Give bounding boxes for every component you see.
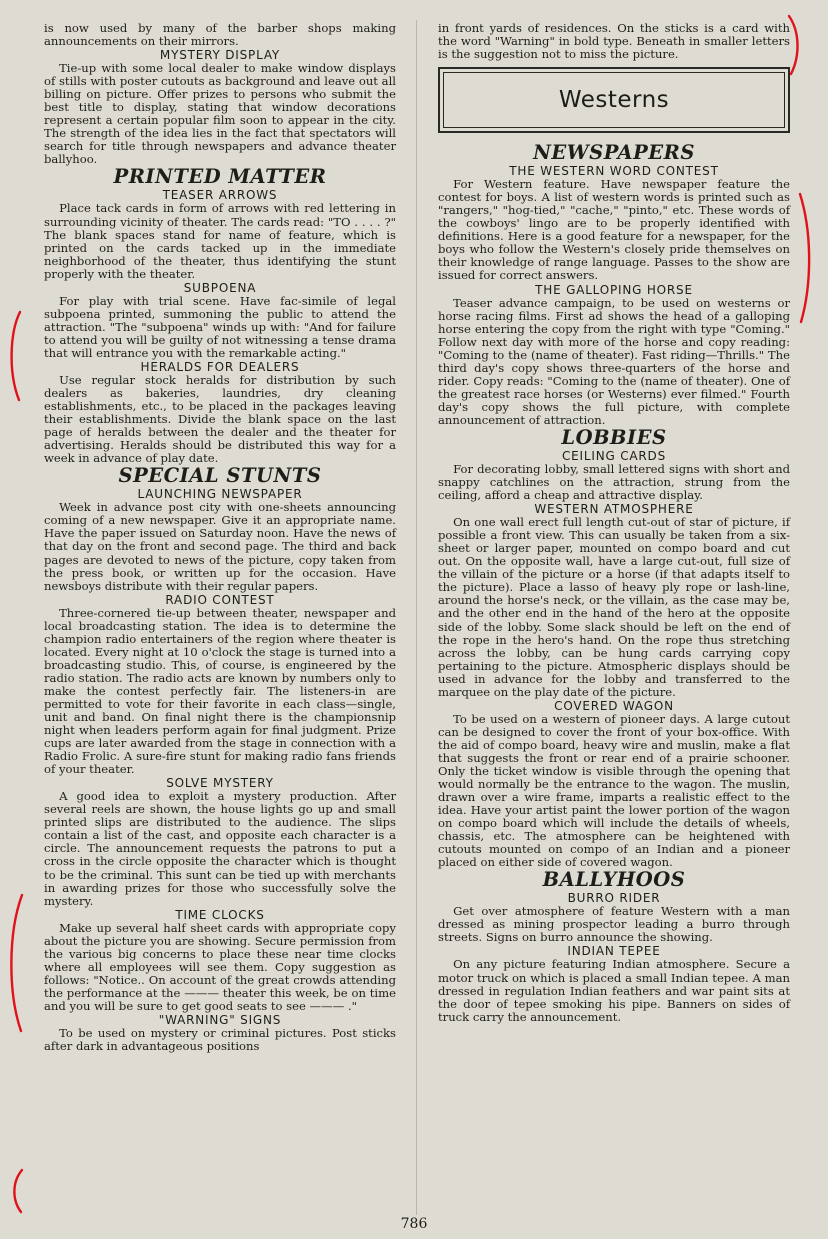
left-column: [44, 22, 396, 1053]
paragraph-subpoena: For play with trial scene. Have fac-simile of legal subpoena printed, summoning the public to attend the attraction. "The "subpoena" winds up with: "And for failure to attend you will be guilty of not witnessing a tense drama that will entrance you with the remarkable acting.": [44, 293, 396, 360]
heading-teaser-arrows: TEASER ARROWS: [162, 188, 278, 203]
heading-covered-wagon: COVERED WAGON: [554, 698, 674, 713]
paragraph-teaser-arrows: Place tack cards in form of arrows with red lettering in surrounding vicinity of theater. The cards read: "TO . . . . ?" The blank spaces stand for name of feature, which is printed on the cards tacked up in the immediate neighborhood of the theater, thus identifying the stunt properly with the theater.: [44, 201, 396, 281]
paragraph-time-clocks: Make up several half sheet cards with appropriate copy about the picture you are showing. Secure permission from the various big concerns to place these near time clocks where all employees will see them. Copy suggestion as follows: "Notice.. On account of the great crowds attending the performance at the ——— theater this week, be on time and you will be sure to get good seats to see ——— .": [44, 920, 396, 1013]
annotation-bracket-solve-mystery: [4, 893, 26, 1033]
annotation-bracket-warning-continued: [784, 14, 804, 76]
column-divider: [416, 20, 417, 1215]
heading-launching-newspaper: LAUNCHING NEWSPAPER: [137, 487, 303, 502]
heading-radio-contest: RADIO CONTEST: [165, 592, 275, 607]
annotation-bracket-warning-signs: [8, 1168, 26, 1214]
heading-western-word-contest: THE WESTERN WORD CONTEST: [509, 164, 719, 179]
page-number: 786: [400, 1216, 428, 1232]
annotation-bracket-western-word-contest: [796, 192, 816, 324]
heading-mystery-display: MYSTERY DISPLAY: [159, 48, 281, 63]
section-special-stunts: SPECIAL STUNTS: [118, 464, 322, 488]
paragraph-launching-newspaper: Week in advance post city with one-sheets announcing coming of a new newspaper. Give it an appropriate name. Have the paper issued on Saturday noon. Have the news of that day on the front and second page. The third and back pages are devoted to news of the picture, copy taken from the press book, or written up for the occasion. Have newsboys distribute with their regular papers.: [44, 500, 396, 593]
heading-ceiling-cards: CEILING CARDS: [562, 448, 666, 463]
heading-galloping-horse: THE GALLOPING HORSE: [535, 282, 693, 297]
heading-subpoena: SUBPOENA: [183, 280, 257, 295]
heading-burro-rider: BURRO RIDER: [567, 891, 661, 906]
westerns-title-box: [438, 67, 790, 133]
annotation-bracket-subpoena: [4, 310, 24, 402]
heading-indian-tepee: INDIAN TEPEE: [567, 944, 661, 959]
paragraph-western-atmosphere: On one wall erect full length cut-out of star of picture, if possible a front view. This can usually be taken from a six-sheet or larger paper, mounted on compo board and cut out. On the opposite wall, have a large cut-out, full size of the villain of the picture or a horse (if that adapts itself to the picture). Place a lasso of heavy ply rope or lash-line, around the horse's neck, or the villain, as the case may be, and the other end in the hand of the hero at the opposite side of the lobby. Some slack should be left on the end of the rope in the hero's hand. On the rope thus stretching across the lobby, can be hung cards carrying copy pertaining to the picture. Atmospheric displays should be used in advance for the lobby and transferred to the marquee on the play date of the picture.: [438, 515, 790, 699]
paragraph-burro-rider: Get over atmosphere of feature Western with a man dressed as mining prospector leading a burro through streets. Signs on burro announce the showing.: [438, 904, 790, 945]
section-printed-matter: PRINTED MATTER: [113, 165, 327, 189]
paragraph-radio-contest: Three-cornered tie-up between theater, newspaper and local broadcasting station. The idea is to determine the champion radio entertainers of the region where theater is located. Every night at 10 o'clock the stage is turned into a broadcasting studio. This, of course, is engineered by the radio station. The radio acts are known by numbers only to make the contest perfectly fair. The listeners-in are permitted to vote for their favorite in each class—single, unit and band. On final night there is the championsnip night when leaders perform again for final judgment. Prize cups are later awarded from the stage in connection with a Radio Frolic. A sure-fire stunt for making radio fans friends of your theater.: [44, 605, 396, 777]
intro-paragraph: is now used by many of the barber shops making announcements on their mirrors.: [44, 21, 396, 49]
section-ballyhoos: BALLYHOOS: [542, 868, 686, 892]
paragraph-ceiling-cards: For decorating lobby, small lettered signs with short and snappy catchlines on the attraction, strung from the ceiling, afford a cheap and attractive display.: [438, 461, 790, 503]
heading-western-atmosphere: WESTERN ATMOSPHERE: [534, 502, 694, 517]
paragraph-mystery-display: Tie-up with some local dealer to make window displays of stills with poster cutouts as background and leave out all billing on picture. Offer prizes to persons who submit the best title to display, stating that window decorations represent a certain popular film soon to appear in the city. The strength of the idea lies in the fact that spectators will search for title through newspapers and advance theater ballyhoo.: [44, 61, 396, 167]
heading-heralds: HERALDS FOR DEALERS: [140, 359, 300, 374]
paragraph-western-word-contest: For Western feature. Have newspaper feature the contest for boys. A list of western words is printed such as "rangers," "hog-tied," "cache," "pinto," etc. These words of the cowboys' lingo are to be properly identified with definitions. Here is a good feature for a newspaper, for the boys who follow the Western's closely pride themselves on their knowledge of range language. Passes to the show are issued for correct answers.: [438, 177, 790, 283]
paragraph-warning-continued: in front yards of residences. On the sticks is a card with the word "Warning" in bold type. Beneath in smaller letters is the suggestion not to miss the picture.: [438, 21, 790, 62]
paragraph-covered-wagon: To be used on a western of pioneer days. A large cutout can be designed to cover the front of your box-office. With the aid of compo board, heavy wire and muslin, make a flat that suggests the front or rear end of a prairie schooner. Only the ticket window is visible through the opening that would normally be the entrance to the wagon. The muslin, drawn over a wire frame, imparts a realistic effect to the idea. Have your artist paint the lower portion of the wagon on compo board which will include the details of wheels, chassis, etc. The atmosphere can be heightened with cutouts mounted on compo of an Indian and a pioneer placed on either side of covered wagon.: [438, 711, 790, 870]
heading-warning-signs: "WARNING" SIGNS: [158, 1013, 282, 1027]
paragraph-heralds: Use regular stock heralds for distribution by such dealers as bakeries, laundries, dry cleaning establishments, etc., to be placed in the packages leaving their establishments. Divide the blank space on the last page of heralds between the dealer and the theater for advertising. Heralds should be distributed this way for a week in advance of play date.: [44, 372, 396, 466]
paragraph-solve-mystery: A good idea to exploit a mystery production. After several reels are shown, the house lights go up and small printed slips are distributed to the audience. The slips contain a list of the cast, and opposite each character is a circle. The announcement requests the patrons to put a cross in the circle opposite the character which is thought to be the criminal. This sunt can be tied up with merchants in awarding prizes for those who successfully solve the mystery.: [44, 789, 396, 908]
section-newspapers: NEWSPAPERS: [533, 141, 695, 165]
paragraph-galloping-horse: Teaser advance campaign, to be used on westerns or horse racing films. First ad shows the head of a galloping horse entering the copy from the right with type "Coming." Follow next day with more of the horse and copy reading: "Coming to the (name of theater). Fast riding—Thrills." The third day's copy shows three-quarters of the horse and rider. Copy reads: "Coming to the (name of theater). One of the greatest race horses (or Westerns) ever filmed." Fourth day's copy shows the full picture, with complete announcement of attraction.: [438, 295, 790, 427]
right-column: [438, 22, 790, 1024]
westerns-title: Westerns: [443, 72, 785, 128]
paragraph-indian-tepee: On any picture featuring Indian atmosphere. Secure a motor truck on which is placed a small Indian tepee. A man dressed in regulation Indian feathers and war paint sits at the door of tepee smoking his pipe. Banners on sides of truck carry the announcement.: [438, 957, 790, 1024]
paragraph-warning-signs: To be used on mystery or criminal pictures. Post sticks after dark in advantageous positions: [44, 1026, 396, 1054]
section-lobbies: LOBBIES: [561, 425, 667, 449]
heading-solve-mystery: SOLVE MYSTERY: [166, 776, 274, 791]
heading-time-clocks: TIME CLOCKS: [175, 907, 265, 922]
